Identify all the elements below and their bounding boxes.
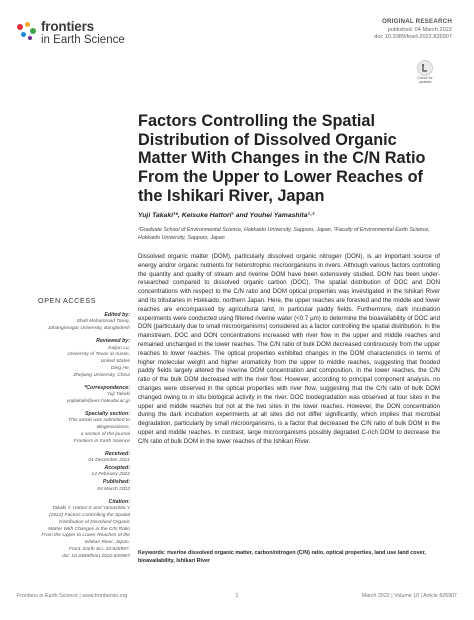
page-number: 1 bbox=[235, 593, 239, 599]
specialty-value: This article was submitted to Biogeoscience, a section of the journal Frontiers in Earth Science bbox=[68, 418, 130, 444]
check-for-updates-button[interactable] bbox=[414, 60, 436, 85]
article-info-sidebar bbox=[38, 296, 130, 566]
page-footer bbox=[17, 593, 457, 599]
frontiers-logo[interactable] bbox=[17, 20, 125, 46]
dates-block bbox=[38, 451, 130, 494]
article-type: ORIGINAL RESEARCH bbox=[382, 18, 452, 25]
received-label: Received: bbox=[104, 450, 130, 457]
abstract-text: Dissolved organic matter (DOM), particularly dissolved organic nitrogen (DON), is an important source of energy and/or organic nutrients for heterotrophic microorganisms in rivers. Although various factors controlling the quantity and quality of stream and riverine DOM have been extensively studied, DON has been under-researched compared to dissolved organic carbon (DOC). The spatial distribution of DOC and DON concentrations with respect to the C/N ratio and DOM optical properties was investigated in the Ishikari River and its tributaries in Hokkaido, northern Japan. Here, the upper reaches are forested and the middle and lower reaches are encompassed by agricultural land, in particular paddy fields. Furthermore, dark incubation experiments were conducted using filtered riverine water (<0.7 µm) to determine the bioavailability of DOC and DON (particularly due to small microorganisms) considered as a factor controlling the spatial distribution. In the mainstream, DOC and DON concentrations increased with river flow in the upper and middle reaches and remained unchanged in the lower reaches. The C/N ratio of bulk DOM decreased continuously from the upper reaches to lower reaches. The optical properties exhibited changes in the DOM characteristics in terms of higher molecular weight and higher aromaticity from the upper to middle reaches, suggesting that flooded paddy fields largely altered the riverine DOM concentration and composition. In the lower reaches, the C/N ratio of the bulk DOM decreased with the river flow. However, according to principal component analysis, no changes were observed in the optical properties with river flow, suggesting that the C/N ratio of bulk DOM changed owing to in situ biological activity in the river. DOC biodegradation was observed at four sites in the upper and middle reaches but not at the two sites in the lower reaches. However, the DON concentration during the dark incubation experiments at all sites did not differ significantly, which implies that microbial degradation, particularly by small microorganisms, is a factor that decreased the C/N ratio of bulk DOM in the upper and middle reaches. In contrast, large microorganisms possibly degraded C-rich DOM to decrease the C/N ratio of bulk DOM in the lower reaches of the Ishikari River. bbox=[138, 253, 440, 445]
keywords-text: riverine dissolved organic matter, carbon/nitrogen (C/N) ratio, optical properties, land use land cover, bioavailability, Ishikari River bbox=[138, 550, 426, 564]
reviewed-by-block bbox=[38, 338, 130, 380]
edited-by-label: Edited by: bbox=[104, 312, 130, 318]
open-access-label: OPEN ACCESS bbox=[38, 296, 97, 305]
reviewed-by-value: Kaijun Lu, University of Texas at Austin, United States Ding He, Zhejiang University, China bbox=[67, 345, 130, 378]
citation-label: Citation: bbox=[108, 498, 130, 505]
footer-journal-link[interactable]: Frontiers in Earth Science | www.frontiersin.org bbox=[17, 593, 128, 599]
published-date: published: 04 March 2022 bbox=[387, 27, 452, 33]
brand-name: frontiers bbox=[41, 19, 94, 34]
received-value: 01 December 2021 bbox=[88, 458, 130, 464]
specialty-label: Specialty section: bbox=[84, 410, 130, 417]
published-value: 04 March 2022 bbox=[97, 486, 130, 492]
article-title: Factors Controlling the Spatial Distribution of Dissolved Organic Matter With Changes in the C/N Ratio From the Upper to Lower Reaches of the Ishikari River, Japan bbox=[138, 112, 426, 205]
accepted-value: 14 February 2022 bbox=[91, 472, 130, 478]
citation-value: Takaki Y, Hattori K and Yamashita Y (2022) Factors Controlling the Spatial Distribution of Dissolved Organic Matter With Changes in the C/N Ratio From the Upper to Lower Reaches of the Ishikari River, Japan. Front. Earth Sci. 10:826907. doi: 10.3389/feart.2022.826907 bbox=[41, 506, 130, 560]
reviewed-by-label: Reviewed by: bbox=[96, 338, 130, 345]
journal-name: in Earth Science bbox=[41, 33, 125, 46]
citation-block bbox=[38, 499, 130, 561]
specialty-block bbox=[38, 411, 130, 446]
check-updates-icon bbox=[417, 60, 433, 76]
affiliations: ¹Graduate School of Environmental Science, Hokkaido University, Sapporo, Japan, ²Faculty of Environmental Earth Science, Hokkaido University, Sapporo, Japan bbox=[138, 227, 430, 241]
edited-by-block bbox=[38, 312, 130, 333]
author-list: Yuji Takaki¹*, Keisuke Hattori¹ and Youhei Yamashita¹·² bbox=[138, 212, 315, 219]
correspondence-block bbox=[38, 385, 130, 406]
accepted-label: Accepted: bbox=[104, 465, 130, 472]
article-meta-header bbox=[374, 18, 452, 40]
keywords-label: Keywords: bbox=[138, 550, 166, 556]
published-label: Published: bbox=[102, 479, 130, 486]
correspondence-value[interactable]: Yuji Takaki yujitakaki@ees.hokudai.ac.jp bbox=[66, 392, 130, 405]
keywords bbox=[138, 550, 440, 565]
doi-link[interactable]: doi: 10.3389/feart.2022.826907 bbox=[374, 34, 452, 40]
footer-volume-info: March 2022 | Volume 10 | Article 826907 bbox=[361, 593, 457, 599]
frontiers-logo-icon bbox=[17, 22, 37, 44]
correspondence-label: *Correspondence: bbox=[84, 384, 130, 391]
edited-by-value: Shafi Mohammad Tareq, Jahangirnagar University, Bangladesh bbox=[47, 319, 130, 332]
check-updates-label: Check for updates bbox=[417, 76, 433, 84]
